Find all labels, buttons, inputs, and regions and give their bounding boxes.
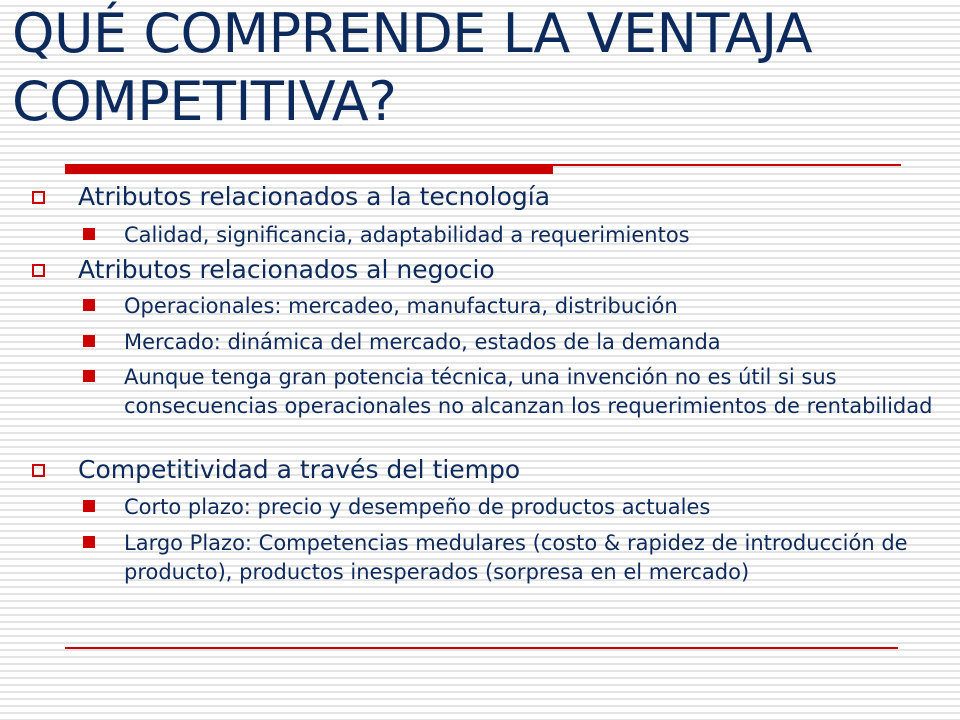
list-item: Calidad, significancia, adaptabilidad a requerimientos (124, 223, 690, 247)
list-item: Corto plazo: precio y desempeño de productos actuales (124, 495, 711, 519)
list-item: Operacionales: mercadeo, manufactura, distribución (124, 294, 678, 318)
section-label: Atributos relacionados a la tecnología (78, 182, 551, 211)
solid-square-bullet-icon (83, 536, 95, 548)
solid-square-bullet-icon (83, 228, 95, 240)
solid-square-bullet-icon (83, 500, 95, 512)
solid-square-bullet-icon (83, 335, 95, 347)
slide-title: QUÉ COMPRENDE LA VENTAJA COMPETITIVA? (12, 2, 813, 133)
hollow-square-bullet-icon (32, 264, 45, 277)
list-item: Mercado: dinámica del mercado, estados de la demanda (124, 330, 721, 354)
list-item: Aunque tenga gran potencia técnica, una invención no es útil si sus consecuencias operacionales no alcanzan los requerimientos de rentabilidad (124, 365, 933, 418)
solid-square-bullet-icon (83, 299, 95, 311)
solid-square-bullet-icon (83, 370, 95, 382)
section-label: Competitividad a través del tiempo (78, 455, 521, 484)
footer-divider (65, 647, 898, 649)
section-label: Atributos relacionados al negocio (78, 255, 495, 284)
hollow-square-bullet-icon (32, 464, 45, 477)
list-item: Largo Plazo: Competencias medulares (costo & rapidez de introducción de producto), productos inesperados (sorpresa en el mercado) (124, 531, 908, 584)
hollow-square-bullet-icon (32, 191, 45, 204)
